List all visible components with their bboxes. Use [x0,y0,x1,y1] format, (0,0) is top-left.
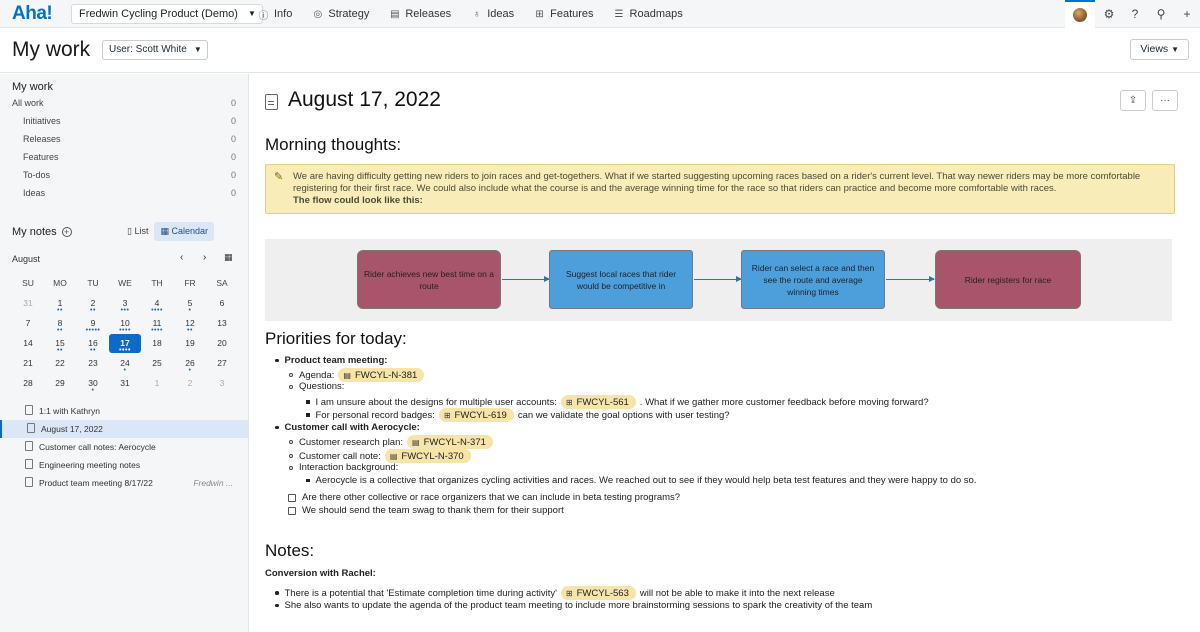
product-selector[interactable] [71,4,263,24]
calendar-day[interactable] [141,317,173,336]
tab-label: Strategy [328,8,370,20]
flow-step-1: Rider achieves new best time on a route [357,250,501,309]
note-indicator-dots [109,389,141,393]
note-indicator-dots: • [123,367,127,374]
list-item [306,395,929,409]
feature-icon: ⊞ [443,410,451,420]
sidebar-item-features[interactable] [0,149,249,167]
calendar-day[interactable] [12,377,44,396]
day-number: 13 [217,318,227,328]
calendar-day[interactable] [174,377,206,396]
calendar-day[interactable] [206,377,238,396]
note-label: Customer call notes: Aerocycle [39,442,156,452]
document-icon [25,477,33,487]
nav-tabs [248,0,693,28]
record-link[interactable] [561,586,636,600]
day-number: 1 [154,378,160,388]
bullet [289,385,293,389]
document-icon [265,94,278,110]
weekday-header: WE [118,278,132,288]
note-icon: ▤ [343,370,351,380]
calendar-day[interactable] [44,297,76,316]
note-author: Fredwin ... [193,478,233,488]
note-label: August 17, 2022 [41,424,103,434]
calendar-day[interactable] [141,377,173,396]
sidebar-item-all-work[interactable] [0,95,249,113]
note-indicator-dots [44,389,76,393]
item-text: For personal record badges: [315,409,435,421]
note-indicator-dots: • [188,307,192,314]
item-text: Interaction background: [299,462,399,473]
tab-label: Roadmaps [629,8,683,20]
bullet [289,466,293,470]
add-note-icon[interactable]: + [62,227,72,237]
item-text: Questions: [299,381,345,392]
count-badge: 0 [230,170,236,180]
note-indicator-dots: •••• [119,327,131,334]
note-list-item[interactable] [0,438,249,456]
note-indicator-dots [77,369,109,373]
note-indicator-dots: • [188,367,192,374]
list-item [306,408,730,422]
flow-step-4: Rider registers for race [935,250,1081,309]
tab-info[interactable] [248,0,302,28]
note-indicator-dots: • [91,387,95,394]
flow-step-3: Rider can select a race and then see the route and average winning times [741,250,885,309]
bullet [275,359,279,363]
day-number: 18 [152,338,162,348]
note-indicator-dots [206,369,238,373]
feature-icon: ⊞ [565,397,573,407]
record-link[interactable] [439,408,514,422]
document-icon [25,441,33,451]
day-number: 16 [88,338,98,348]
calendar-day[interactable] [141,297,173,316]
note-indicator-dots [206,349,238,353]
day-number: 9 [90,318,96,328]
day-number: 7 [25,318,31,328]
callout-box [265,164,1175,214]
day-number: 17 [120,338,130,348]
flow-diagram [265,239,1172,321]
note-icon: ▤ [412,437,420,447]
avatar [1073,8,1087,22]
sidebar-item-ideas[interactable] [0,185,249,203]
paragraph [265,568,376,579]
note-indicator-dots: •• [187,327,193,334]
product-name: Fredwin Cycling Product (Demo) [79,8,238,20]
item-text: . What if we gather more customer feedback before moving forward? [639,396,929,408]
item-text: Customer call note: [299,450,381,462]
utility-icons [1065,0,1200,28]
views-button[interactable] [1130,39,1189,60]
chevron-down-icon: ▼ [193,45,202,54]
calendar-day[interactable] [12,297,44,316]
flow-arrow [886,279,934,280]
count-badge: 0 [230,188,236,198]
day-number: 3 [122,298,128,308]
sidebar-section-title: My work [12,81,53,93]
item-text: She also wants to update the agenda of the product team meeting to include more brainstorming sessions to spark the creativity of the team [284,600,873,611]
note-list-item[interactable] [0,456,249,474]
day-number: 4 [154,298,160,308]
add-icon[interactable]: + [1183,7,1191,21]
day-number: 2 [90,298,96,308]
note-indicator-dots: ••• [120,307,130,314]
sidebar-item-label: Initiatives [23,116,61,126]
bullet [306,479,310,483]
note-indicator-dots: •• [57,327,63,334]
calendar-day[interactable] [206,357,238,376]
tab-label: Ideas [487,8,515,20]
views-label: Views [1140,43,1169,55]
note-icon: ▤ [389,451,398,461]
list-item [275,586,835,600]
day-number: 29 [55,378,65,388]
record-link[interactable] [561,395,636,409]
bullet [275,426,279,430]
note-label: Engineering meeting notes [39,460,141,470]
tab-releases[interactable] [379,0,461,28]
share-icon[interactable]: ⇪ [1120,90,1146,111]
sidebar-item-label: To-dos [23,170,51,180]
calendar-day[interactable] [12,337,44,356]
day-number: 5 [187,298,193,308]
calendar-label: Calendar [171,226,209,236]
heading-priorities: Priorities for today: [265,329,407,348]
calendar-day[interactable] [12,317,44,336]
calendar-day[interactable] [174,337,206,356]
day-number: 12 [185,318,195,328]
count-badge: 0 [230,152,236,162]
record-ref: FWCYL-N-370 [401,450,464,462]
record-link[interactable] [385,449,471,463]
note-indicator-dots [141,389,173,393]
chevron-down-icon: ▼ [248,9,256,18]
item-text: can we validate the goal options with user testing? [517,409,730,421]
calendar-day[interactable] [44,317,76,336]
chevron-down-icon: ▼ [1171,45,1179,54]
note-indicator-dots [174,389,206,393]
todo-checkbox[interactable] [288,507,296,515]
day-number: 28 [23,378,33,388]
sidebar-item-initiatives[interactable] [0,113,249,131]
calendar-day[interactable] [141,337,173,356]
weekday-header: TU [87,278,99,288]
note-indicator-dots [12,329,44,333]
callout-content [293,171,1169,207]
list-item [289,449,475,463]
document-icon [25,405,33,415]
features-icon: ⊞ [535,8,544,20]
day-number: 11 [152,318,162,328]
note-indicator-dots [44,369,76,373]
list-item [289,462,398,473]
calendar-day[interactable] [44,357,76,376]
day-number: 31 [120,378,130,388]
bullet [289,373,293,377]
tab-ideas[interactable] [461,0,524,28]
day-number: 19 [185,338,195,348]
day-number: 8 [57,318,63,328]
calendar-day[interactable] [141,357,173,376]
settings-gear-icon[interactable]: ⚙ [1103,7,1115,21]
record-ref: FWCYL-561 [576,396,629,408]
document-icon [25,459,33,469]
list-label: List [134,226,149,236]
note-label: Product team meeting 8/17/22 [39,478,153,488]
weekday-header: SU [22,278,34,288]
record-link[interactable] [338,368,424,382]
tab-label: Info [274,8,293,20]
list-item [289,435,497,449]
lightbulb-icon: ♁ [472,8,481,20]
record-ref: FWCYL-N-381 [354,369,418,381]
calendar-month: August [12,254,41,264]
calendar-day[interactable] [206,297,238,316]
next-month-icon[interactable]: › [203,252,207,263]
sidebar [0,74,249,632]
note-indicator-dots [141,369,173,373]
record-ref: FWCYL-N-371 [423,436,486,448]
note-indicator-dots [206,309,238,313]
sidebar-item-label: Releases [23,134,61,144]
list-item [306,475,976,486]
pencil-icon: ✎ [274,171,284,183]
day-number: 21 [23,358,33,368]
calendar-day[interactable] [206,337,238,356]
calendar-day[interactable] [12,357,44,376]
bullet [289,454,293,458]
note-indicator-dots [12,389,44,393]
tab-label: Releases [405,8,452,20]
day-number: 1 [57,298,63,308]
note-indicator-dots [12,309,44,313]
day-number: 24 [120,358,130,368]
aha-logo[interactable]: Aha! [12,3,53,24]
day-number: 10 [120,318,130,328]
list-item [289,368,428,382]
tab-strategy[interactable] [302,0,379,28]
day-number: 26 [185,358,195,368]
day-number: 25 [152,358,162,368]
tab-features[interactable] [524,0,603,28]
heading-morning-thoughts: Morning thoughts: [265,135,402,154]
day-number: 14 [23,338,33,348]
todo-text: We should send the team swag to thank them for their support [302,505,564,516]
note-indicator-dots: •• [90,347,96,354]
more-options-icon[interactable]: ··· [1152,90,1178,111]
day-number: 2 [187,378,193,388]
weekday-header: MO [53,278,67,288]
list-item [275,422,420,433]
count-badge: 0 [230,116,236,126]
calendar-day[interactable] [109,297,141,316]
note-indicator-dots: ••••• [85,327,101,334]
note-indicator-dots [12,369,44,373]
list-view-button[interactable] [121,222,154,241]
day-number: 3 [219,378,225,388]
sidebar-item-label: Ideas [23,188,46,198]
day-number: 23 [88,358,98,368]
bullet [275,591,279,595]
list-item [289,381,344,392]
calendar-day[interactable] [174,297,206,316]
item-text: Aerocycle is a collective that organizes cycling activities and races. We reached out to see if they would help beta test features and they were happy to do so. [315,475,977,486]
my-notes-heading [12,226,72,238]
tab-label: Features [550,8,594,20]
my-notes-title: My notes [12,226,57,238]
item-text: Customer call with Aerocycle: [284,422,420,433]
todo-item [288,492,680,503]
day-number: 30 [88,378,98,388]
day-number: 31 [23,298,33,308]
calendar-day[interactable] [109,377,141,396]
help-icon[interactable]: ? [1131,7,1139,21]
document-icon [27,423,35,433]
strategy-icon: ◎ [313,8,323,20]
callout-text: We are having difficulty getting new riders to join races and get-togethers. What if we started suggesting upcoming races based on a rider's current level. That way newer riders may be more comfortable registering for their first race. We could also include what the course is and the average winning time for the race so that riders can practice and become more comfortable with races. [293,171,1141,194]
profile-button[interactable] [1065,0,1095,28]
list-icon: ▯ [127,226,132,236]
sidebar-item-label: All work [12,98,44,108]
bullet [306,413,310,417]
calendar-icon: ▦ [160,226,169,236]
bullet [306,400,310,404]
note-indicator-dots: •• [57,307,63,314]
search-icon[interactable]: ⚲ [1156,7,1166,21]
calendar-day[interactable] [44,377,76,396]
count-badge: 0 [230,134,236,144]
sidebar-item-label: Features [23,152,59,162]
flow-arrow [502,279,549,280]
calendar-day[interactable] [77,357,109,376]
note-indicator-dots [206,329,238,333]
note-indicator-dots: •••• [151,327,163,334]
calendar-day[interactable] [109,357,141,376]
tab-roadmaps[interactable] [604,0,693,28]
count-badge: 0 [230,98,236,108]
todo-checkbox[interactable] [288,494,296,502]
calendar-day[interactable] [44,337,76,356]
item-text: I am unsure about the designs for multiple user accounts: [315,396,557,408]
sidebar-item-todos[interactable] [0,167,249,185]
note-indicator-dots: •••• [151,307,163,314]
feature-icon: ⊞ [565,588,573,598]
user-filter-label: User: Scott White [109,44,187,55]
record-ref: FWCYL-563 [576,587,629,599]
calendar-picker-icon[interactable]: ▦ [224,252,233,262]
day-number: 15 [55,338,65,348]
calendar-day[interactable] [77,337,109,356]
notes-view-toggle [121,222,214,241]
bullet [289,440,293,444]
note-label: 1:1 with Kathryn [39,406,100,416]
note-list-item[interactable] [0,420,249,438]
todo-text: Are there other collective or race organizers that we can include in beta testing programs? [302,492,681,503]
calendar-day[interactable] [77,377,109,396]
page-title: My work [12,38,91,61]
item-text: Customer research plan: [299,436,404,448]
heading-notes: Notes: [265,541,315,560]
item-text: Agenda: [299,369,335,381]
day-number: 6 [219,298,225,308]
note-list-item[interactable] [0,474,249,492]
calendar-day[interactable] [206,317,238,336]
calendar-day[interactable] [77,297,109,316]
calendar-day[interactable] [174,317,206,336]
weekday-header: TH [151,278,163,288]
day-number: 27 [217,358,227,368]
todo-item [288,505,564,516]
roadmap-icon: ☰ [614,8,624,20]
user-filter-dropdown[interactable] [102,40,208,60]
item-text: will not be able to make it into the next release [639,587,835,599]
note-indicator-dots [141,349,173,353]
list-item [275,600,872,611]
note-indicator-dots: •• [57,347,63,354]
day-number: 20 [217,338,227,348]
flow-step-2: Suggest local races that rider would be competitive in [549,250,693,309]
note-indicator-dots [12,349,44,353]
record-link[interactable] [407,435,493,449]
note-indicator-dots: •••• [119,347,131,354]
list-item [275,355,387,366]
calendar-icon: ▤ [390,8,400,20]
record-ref: FWCYL-619 [454,409,507,421]
page-header [0,28,1200,73]
note-list-item[interactable] [0,402,249,420]
calendar-day[interactable] [77,317,109,336]
prev-month-icon[interactable]: ‹ [180,252,184,263]
item-text: There is a potential that 'Estimate completion time during activity' [284,587,557,599]
flow-arrow [694,279,741,280]
sidebar-item-releases[interactable] [0,131,249,149]
weekday-header: FR [184,278,196,288]
bullet [275,604,279,608]
conversion-label: Conversion with Rachel: [265,568,376,579]
note-indicator-dots [174,349,206,353]
calendar-view-button[interactable] [154,222,214,241]
calendar-day[interactable] [174,357,206,376]
callout-bold-text: The flow could look like this: [293,195,423,206]
day-number: 22 [55,358,65,368]
note-editor [250,74,1200,632]
item-text: Product team meeting: [284,355,388,366]
weekday-header: SA [216,278,228,288]
info-icon: ⓘ [258,10,269,22]
calendar-day-selected[interactable] [109,334,141,353]
note-indicator-dots [206,389,238,393]
note-title[interactable]: August 17, 2022 [288,88,441,111]
top-nav [0,0,1200,28]
note-indicator-dots: •• [90,307,96,314]
